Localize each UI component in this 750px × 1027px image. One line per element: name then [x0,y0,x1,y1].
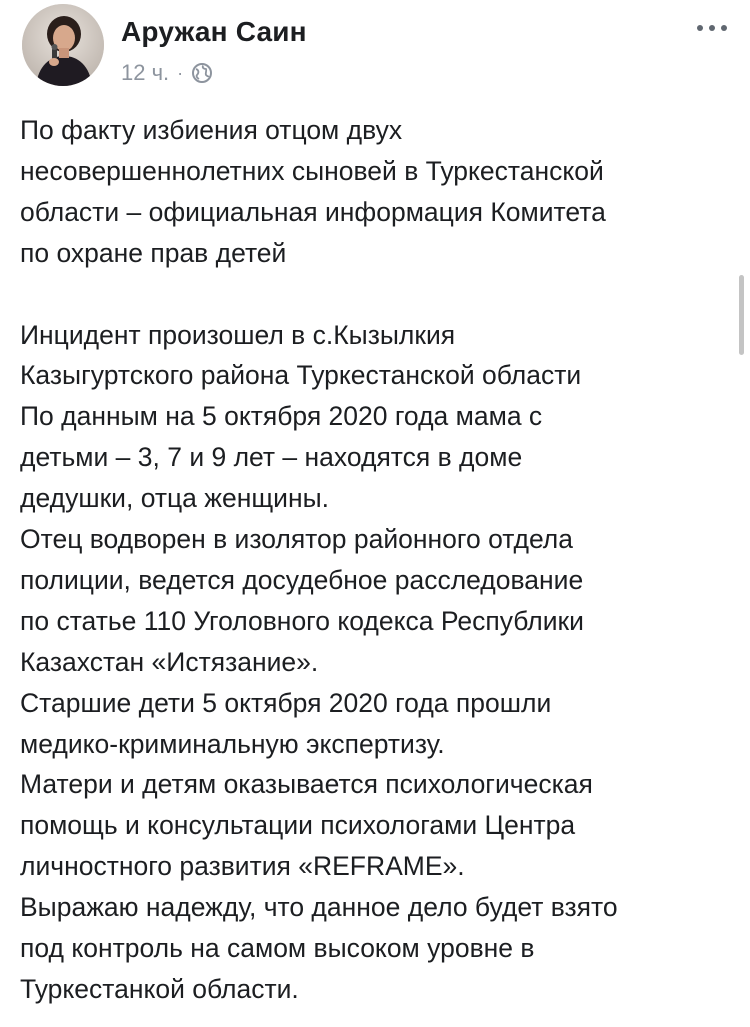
author-avatar[interactable] [22,4,104,86]
post-header [0,0,750,100]
post-text-line: детьми – 3, 7 и 9 лет – находятся в доме [20,442,523,473]
post-text-line: Казыгуртского района Туркестанской области [20,360,582,391]
author-name[interactable]: Аружан Саин [121,16,307,47]
post-title-line: области – официальная информация Комитета [20,196,606,227]
post-text-line: Выражаю надежду, что данное дело будет взято [20,892,618,923]
more-options-button[interactable] [684,10,740,46]
profile-photo-icon [22,4,104,86]
post-title-line: по охране прав детей [20,237,287,268]
meta-separator: · [177,62,184,83]
more-horizontal-icon [697,25,727,31]
post-text-line: под контроль на самом высоком уровне в [20,933,535,964]
post-title-line: По факту избиения отцом двух [20,115,403,145]
globe-icon[interactable] [191,62,213,84]
post-text-line: По данным на 5 октября 2020 года мама с [20,401,543,432]
post-body [20,110,728,1010]
post-text-line: Инцидент произошел в с.Кызылкия [20,319,456,350]
post-timestamp[interactable]: 12 ч. [121,60,170,85]
scrollbar[interactable] [739,275,744,355]
paragraph-gap [20,274,728,315]
post-text-line: Старшие дети 5 октября 2020 года прошли [20,687,552,718]
post-text-line: медико-криминальную экспертизу. [20,728,445,759]
post-text-line: Казахстан «Истязание». [20,646,319,677]
post-text-line: личностного развития «REFRAME». [20,851,465,882]
post-text-line: помощь и консультации психологами Центра [20,810,576,841]
post-text-line: дедушки, отца женщины. [20,483,330,514]
post-text-line: по статье 110 Уголовного кодекса Республики [20,605,584,636]
post-text-line: Отец водворен в изолятор районного отдела [20,524,574,555]
post-text-line: Туркестанкой области. [20,974,299,1005]
post-meta [121,58,213,88]
post-text-line: Матери и детям оказывается психологическая [20,769,593,800]
post-title-line: несовершеннолетних сыновей в Туркестанской [20,155,604,186]
post-text-line: полиции, ведется досудебное расследование [20,564,584,595]
